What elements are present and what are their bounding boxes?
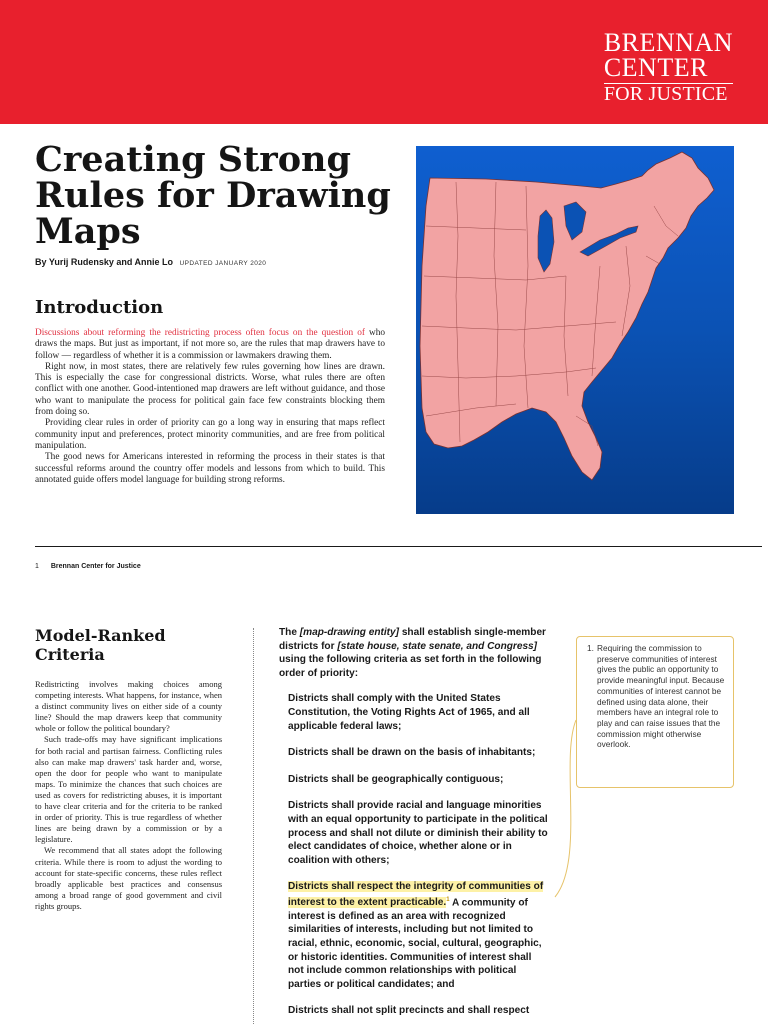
- model-legal-language: [279, 626, 549, 1024]
- criterion-5-highlight: Districts shall respect the integrity of communities of interest to the extent practicable.: [288, 881, 544, 909]
- footer-source: Brennan Center for Justice: [50, 563, 141, 570]
- eastern-us-map-image: [416, 146, 734, 514]
- congressional-districts-map: [416, 146, 734, 514]
- intro-paragraph-3: Providing clear rules in order of priority can go a long way in ensuring that maps reflect community input and preferences, protect minority communities, and are free from political manipulation.: [35, 418, 385, 451]
- note-number: 1.: [587, 643, 594, 653]
- introduction-heading: Introduction: [35, 297, 164, 318]
- legal-intro-part-a: The: [279, 627, 300, 638]
- model-paragraph-2: Such trade-offs may have significant implications for both racial and partisan fairness. Conflicting rules also can make map drawers' task harder and, worse, open the door for people who want to manipulate maps. To minimize the chances that such choices are used as covers for redistricting abuses, it is important to have clear criteria and for the criteria to be ranked in order of priority. This is true regardless of whether lines are being drawn by a commission or by a legislature.: [35, 734, 222, 845]
- legal-intro-bodies: [state house, state senate, and Congress]: [337, 640, 538, 652]
- intro-lead: Discussions about reforming the redistricting process often focus on the question of: [35, 328, 365, 338]
- logo-line-3: FOR JUSTICE: [604, 83, 733, 105]
- intro-paragraph-4: The good news for Americans interested in reforming the process in their states is that successful reforms around the country offer models and lessons from which to build. This annotated guide offers model language for building strong reforms.: [35, 452, 385, 485]
- criterion-5-rest: A community of interest is defined as an area with recognized similarities of interests, including but not limited to racial, ethnic, economic, social, cultural, geographic, or historic identities. Communities of interest shall not include common relationships with political parties or political candidates; and: [288, 897, 542, 990]
- page-divider: [35, 546, 762, 547]
- updated-date: UPDATED JANUARY 2020: [179, 260, 267, 267]
- intro-paragraph-2: Right now, in most states, there are relatively few rules governing how lines are drawn. This is especially the case for congressional districts. Worse, what rules there are often conflict with one another. Good-intentioned map drawers are left without guidance, and those who want to manipulate the process for political gain face few constraints blocking them from doing so.: [35, 361, 385, 418]
- logo-line-2: CENTER: [603, 53, 708, 83]
- criterion-6: Districts shall not split precincts and shall respect: [288, 1005, 530, 1017]
- criterion-3: Districts shall be geographically contiguous;: [288, 773, 504, 785]
- header-band: [0, 0, 768, 124]
- criterion-2: Districts shall be drawn on the basis of inhabitants;: [288, 747, 536, 759]
- page-footer: [35, 563, 141, 570]
- eastern-us-landmass: [420, 152, 714, 480]
- footnote-marker-1[interactable]: 1: [446, 896, 450, 903]
- connector-line: [555, 720, 576, 897]
- legal-intro-entity: [map-drawing entity]: [299, 627, 400, 638]
- note-text: Requiring the commission to preserve communities of interest gives the public an opportunity to provide meaningful input. Because communities of interest cannot be defined using data alone, their members have an integral role to play and can raise issues that the commission might otherwise overlook.: [597, 643, 725, 750]
- brennan-center-logo: [604, 30, 733, 105]
- legal-intro: [279, 626, 549, 680]
- criterion-5: [279, 880, 549, 991]
- model-paragraph-3: We recommend that all states adopt the following criteria. While there is room to adjust the wording to account for state-specific concerns, these rules reflect broadly applicable best practices and consensus among a broad range of good government and civil rights groups.: [35, 845, 222, 911]
- page-number: 1: [35, 563, 39, 570]
- legal-intro-part-c: using the following criteria as set forth in the following order of priority:: [279, 654, 542, 679]
- annotation-note-1: [576, 636, 734, 788]
- document-title: Creating Strong Rules for Drawing Maps: [35, 139, 391, 252]
- legal-intro-part-b: shall establish single-member districts for: [279, 627, 546, 652]
- column-separator: [253, 628, 254, 1024]
- logo-line-1: BRENNAN: [603, 28, 733, 57]
- criterion-4: Districts shall provide racial and language minorities with an equal opportunity to participate in the political process and shall not dilute or diminish their ability to elect candidates of choice, whether alone or in coalition with others;: [288, 800, 548, 866]
- model-paragraph-1: Redistricting involves making choices among competing interests. What happens, for instance, when a distinct community lives on either side of a county line? Should the map drawers keep that community whole or follow the political boundary?: [35, 679, 222, 734]
- byline: [35, 257, 266, 267]
- criterion-1: Districts shall comply with the United States Constitution, the Voting Rights Act of 1965, and all applicable federal laws;: [288, 693, 530, 732]
- intro-paragraph-1: [35, 328, 385, 362]
- authors: By Yurij Rudensky and Annie Lo: [35, 257, 174, 267]
- model-criteria-heading: Model-Ranked Criteria: [35, 626, 166, 664]
- intro-paragraph-1-rest: who draws the maps. But just as important, if not more so, are the rules that map drawers have to follow — regardless of whether it is a commission or lawmakers drawing them.: [35, 328, 385, 361]
- model-criteria-body: [35, 679, 222, 912]
- introduction-body: [35, 328, 385, 486]
